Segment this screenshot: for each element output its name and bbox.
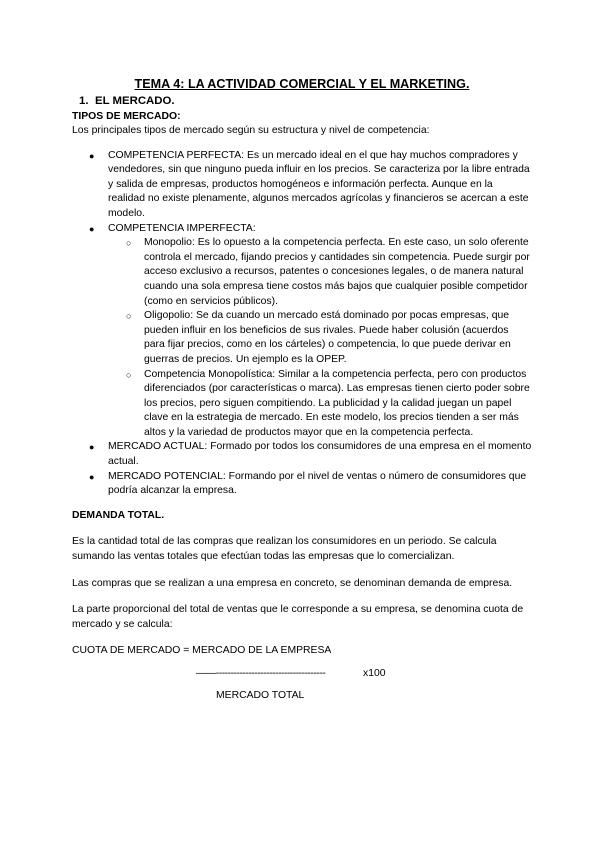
- hollow-bullet-icon: ○: [126, 369, 132, 380]
- sublist-item-monopolio: [108, 236, 532, 309]
- bullet-icon: ●: [89, 471, 95, 482]
- tipos-heading: TIPOS DE MERCADO:: [72, 111, 181, 122]
- sublist-item-oligopolio: [108, 309, 532, 367]
- list-item-competencia-imperfecta: [72, 222, 532, 441]
- demanda-paragraph-3: La parte proporcional del total de ventas que le corresponde a su empresa, se denomina cuota de mercado y se calcula:: [72, 604, 524, 630]
- hollow-bullet-icon: ○: [126, 238, 132, 249]
- section-heading-mercado: [79, 94, 532, 109]
- formula-multiplier: x100: [363, 668, 386, 679]
- sublist-item-competencia-monopolistica: [108, 368, 532, 441]
- list-item-mercado-actual: [72, 440, 532, 469]
- section-title: EL MERCADO.: [95, 95, 175, 107]
- demanda-heading: DEMANDA TOTAL.: [72, 509, 165, 521]
- formula-fraction-row: [72, 667, 532, 689]
- list-item-text: MERCADO ACTUAL: Formado por todos los consumidores de una empresa en el momento actual.: [108, 441, 532, 468]
- document-title: TEMA 4: LA ACTIVIDAD COMERCIAL Y EL MARKETING.: [134, 77, 470, 91]
- document-page: [72, 76, 532, 704]
- sublist-item-text: Monopolio: Es lo opuesto a la competencia perfecta. En este caso, un solo oferente controla el mercado, fijando precios y cantidades sin competencia. Puede surgir por acceso exclusivo a recursos, patentes o concesiones legales, o de manera natural cuando una sola empresa tiene costos más bajos que cualquier posible competidor (como en servicios públicos).: [144, 237, 530, 307]
- hollow-bullet-icon: ○: [126, 311, 132, 322]
- demanda-paragraph-2: Las compras que se realizan a una empresa en concreto, se denominan demanda de empresa.: [72, 577, 513, 589]
- market-types-list: [72, 149, 532, 499]
- section-number: 1.: [79, 95, 89, 107]
- sublist-item-text: Oligopolio: Se da cuando un mercado está dominado por pocas empresas, que pueden influir en los beneficios de sus rivales. Puede haber colusión (acuerdos para fijar precios, como en los cárteles) o competencia, lo que puede derivar en guerras de precios. Un ejemplo es la OPEP.: [144, 310, 511, 365]
- bullet-icon: ●: [89, 150, 95, 161]
- demanda-paragraph-1: Es la cantidad total de las compras que realizan los consumidores en un periodo. Se calcula sumando las ventas totales que efectúan todas las empresas que lo comercializan.: [72, 536, 497, 563]
- tipos-intro: Los principales tipos de mercado según su estructura y nivel de competencia:: [72, 125, 430, 136]
- list-item-text: MERCADO POTENCIAL: Formando por el nivel de ventas o número de consumidores que podría alcanzar la empresa.: [108, 470, 527, 497]
- list-item-text: COMPETENCIA IMPERFECTA:: [108, 222, 256, 234]
- formula-numerator: CUOTA DE MERCADO = MERCADO DE LA EMPRESA: [72, 645, 332, 657]
- sublist-item-text: Competencia Monopolística: Similar a la competencia perfecta, pero con productos diferenciados (por características o marca). Las empresas tienen cierto poder sobre los precios, pero siguen compitiendo. La publicidad y la calidad juegan un papel clave en la estrategia de mercado. En este modelo, los precios tienden a ser más altos y la variedad de productos mayor que en la competencia perfecta.: [144, 368, 530, 438]
- list-item-text: COMPETENCIA PERFECTA: Es un mercado ideal en el que hay muchos compradores y vendedores, sin que ninguno pueda influir en los precios. Se caracteriza por la libre entrada y salida de empresas, productos homogéneos e información perfecta. Aunque en la realidad no existe plenamente, algunos mercados agrícolas y financieros se acercan a este modelo.: [108, 149, 530, 219]
- imperfect-competition-sublist: [108, 236, 532, 440]
- list-item-competencia-perfecta: [72, 149, 532, 222]
- fraction-bar: ——-------------------------------------: [196, 668, 326, 679]
- bullet-icon: ●: [89, 442, 95, 453]
- formula-denominator: MERCADO TOTAL: [216, 690, 305, 701]
- bullet-icon: ●: [89, 223, 95, 234]
- list-item-mercado-potencial: [72, 470, 532, 499]
